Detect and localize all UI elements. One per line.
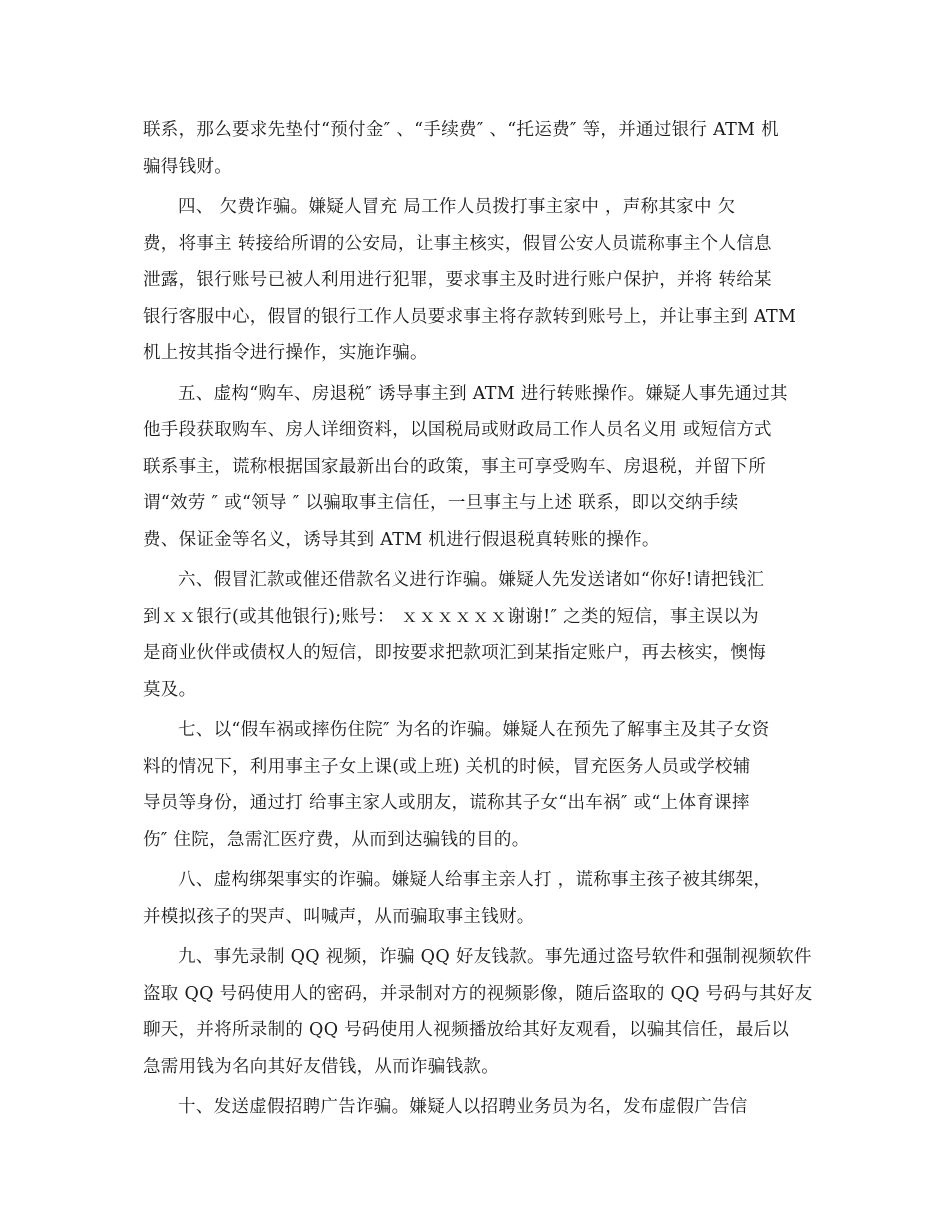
text-line: 银行客服中心，假冒的银行工作人员要求事主将存款转到账号上，并让事主到 ATM	[143, 306, 797, 327]
text-line: 联系，那么要求先垫付“预付金″ 、“手续费″ 、“托运费″ 等，并通过银行 ATM 机	[143, 120, 779, 140]
text-line: 九、事先录制 QQ 视频，诈骗 QQ 好友钱款。事先通过盗号软件和强制视频软件	[178, 947, 812, 967]
text-line: 是商业伙伴或债权人的短信，即按要求把款项汇到某指定账户，再去核实，懊悔	[143, 643, 766, 663]
document-body	[143, 112, 813, 1126]
paragraph-item-5	[143, 376, 808, 559]
paragraph-continuation	[143, 112, 808, 185]
text-line: 机上按其指令进行操作，实施诈骗。	[143, 343, 428, 363]
text-line: 十、发送虚假招聘广告诈骗。嫌疑人以招聘业务员为名，发布虚假广告信	[178, 1097, 748, 1117]
text-line: 导员等身份，通过打 给事主家人或朋友，谎称其子女“出车祸″ 或“上体育课摔	[143, 793, 750, 813]
text-line: 八、虚构绑架事实的诈骗。嫌疑人给事主亲人打 ，谎称事主孩子被其绑架，	[178, 870, 772, 890]
text-line: 他手段获取购车、房人详细资料，以国税局或财政局工作人员名义用 或短信方式	[143, 420, 772, 440]
text-line: 伤″ 住院，急需汇医疗费，从而到达骗钱的目的。	[143, 829, 530, 850]
text-line: 并模拟孩子的哭声、叫喊声，从而骗取事主钱财。	[143, 906, 535, 927]
text-line: 六、假冒汇款或催还借款名义进行诈骗。嫌疑人先发送诸如“你好!请把钱汇	[178, 570, 765, 590]
text-line: 七、以“假车祸或摔伤住院″ 为名的诈骗。嫌疑人在预先了解事主及其子女资	[178, 720, 770, 740]
text-line: 联系事主，谎称根据国家最新出台的政策，事主可享受购车、房退税，并留下所	[143, 456, 766, 477]
text-line: 四、 欠费诈骗。嫌疑人冒充 局工作人员拨打事主家中 ，声称其家中 欠	[178, 197, 736, 217]
text-line: 聊天，并将所录制的 QQ 号码使用人视频播放给其好友观看，以骗其信任，最后以	[143, 1020, 790, 1040]
text-line: 急需用钱为名向其好友借钱，从而诈骗钱款。	[143, 1056, 499, 1077]
text-line: 五、虚构“购车、房退税″ 诱导事主到 ATM 进行转账操作。嫌疑人事先通过其	[178, 383, 788, 404]
text-line: 谓“效劳 ″ 或“领导 ″ 以骗取事主信任，一旦事主与上述 联系，即以交纳手续	[143, 493, 739, 513]
text-line: 盗取 QQ 号码使用人的密码，并录制对方的视频影像，随后盗取的 QQ 号码与其好友	[143, 983, 813, 1004]
text-line: 骗得钱财。	[143, 156, 232, 177]
paragraph-item-7	[143, 712, 808, 858]
paragraph-item-8	[143, 862, 808, 935]
text-line: 料的情况下，利用事主子女上课(或上班) 关机的时候，冒充医务人员或学校辅	[143, 756, 751, 777]
paragraph-item-6	[143, 562, 808, 708]
paragraph-item-4	[143, 189, 808, 372]
text-line: 泄露，银行账号已被人利用进行犯罪，要求事主及时进行账户保护，并将 转给某	[143, 270, 772, 290]
paragraph-item-10	[143, 1089, 808, 1126]
text-line: 费、保证金等名义，诱导其到 ATM 机进行假退税真转账的操作。	[143, 529, 660, 550]
text-line: 费，将事主 转接给所谓的公安局，让事主核实，假冒公安人员谎称事主个人信息	[143, 233, 772, 254]
text-line: 莫及。	[143, 679, 197, 700]
text-line: 到ｘｘ银行(或其他银行);账号： ｘｘｘｘｘｘ谢谢!″ 之类的短信，事主误以为	[143, 606, 759, 627]
paragraph-item-9	[143, 939, 813, 1085]
